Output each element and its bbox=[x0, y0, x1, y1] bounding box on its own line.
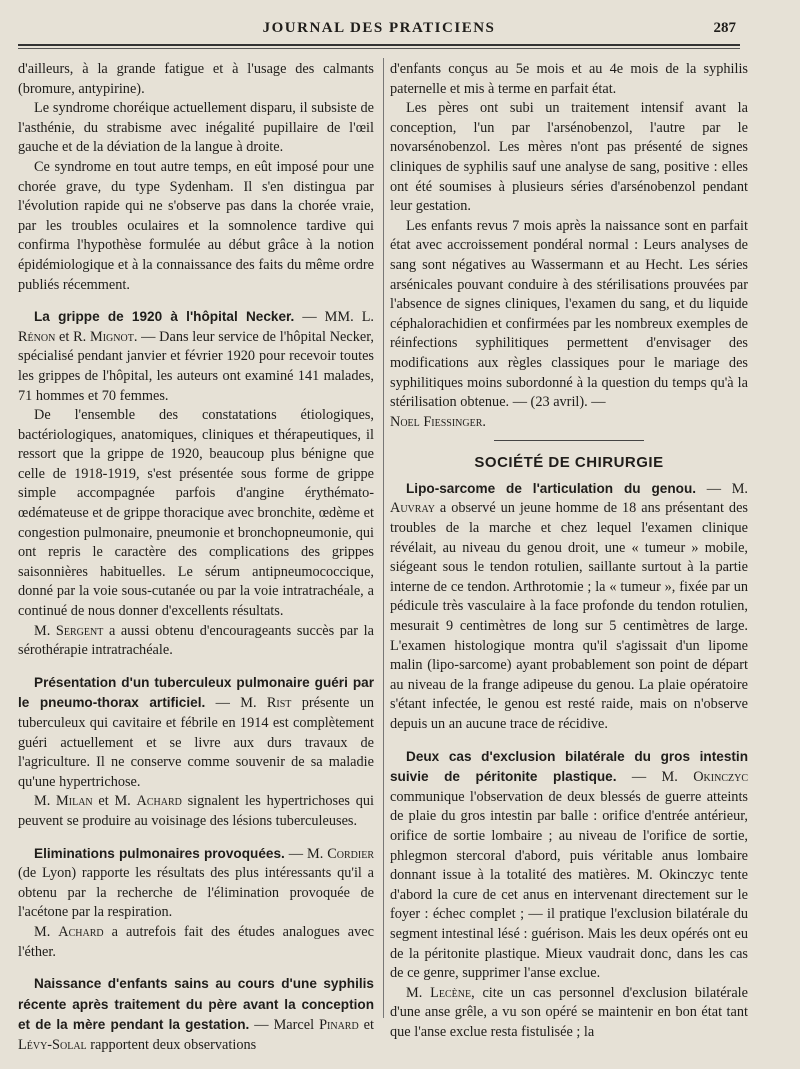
article-naissance: Naissance d'enfants sains au cours d'une syphilis récente après traitement du père avant la conception et de la mère pendant la gestation. — Marcel Pinard et Lévy-Solal rapportent deux observations bbox=[18, 976, 374, 1053]
page-header bbox=[18, 20, 740, 44]
paragraph: Ce syndrome en tout autre temps, en eût imposé pour une chorée grave, du type Sydenham. Il s'en distingua par l'évolution rapide qui ne s'observe pas dans la chorée vraie, par les troubles oculaires et la somnolence tardive qui confirma l'hypothèse formulée au début grâce à la notion épidémiologique et à la connaissance des faits du même ordre publiés récemment. bbox=[18, 158, 374, 293]
article-exclusion: Deux cas d'exclusion bilatérale du gros intestin suivie de péritonite plastique. — M. Okinczyc communique l'observation de deux blessés de guerre atteints de plaie du gros intestin par balle : orifice d'entrée antérieur, orifice de sortie lombaire ; au niveau de l'orifice de sortie, phlegmon stercoral d'abord, puis véritable anus lombaire donnant issue à la totalité des matières. M. Okinczyc tente d'abord la cure de cet anus en intervenant directement sur le foyer : échec complet ; — il pratique l'exclusion bilatérale du segment intestinal lésé : guérison. Mais les deux opérés ont eu de la péritonite plastique. Mieux vaudrait donc, dans les cas de ce genre, supprimer l'anse exclue. bbox=[390, 748, 749, 982]
article-pneumothorax: Présentation d'un tuberculeux pulmonaire guéri par le pneumo-thorax artificiel. — M. Rist présente un tuberculeux qui cavitaire et fébrile en 1914 est complètement guéri actuellement et se livre aux durs travaux de l'agriculture. Il ne conserve comme souvenir de sa maladie qu'une hypertrichose. bbox=[18, 674, 375, 790]
author-name: Rénon bbox=[18, 328, 56, 345]
author-name: Mignot bbox=[89, 328, 134, 345]
author-name: Cordier bbox=[327, 845, 374, 862]
article-title: Lipo-sarcome de l'articulation du genou. bbox=[406, 480, 697, 496]
author-name: Lecène bbox=[430, 984, 472, 1001]
paragraph: De l'ensemble des constatations étiologiques, bactériologiques, anatomiques, cliniques et thérapeutiques, il ressort que la grippe de 1920, beaucoup plus bénigne que celle de 1918-1919, s'est présentée sous forme de grippe simple accompagnée parfois d'angine érythémato-œdémateuse et de grippe thoracique avec bronchite, œdème et congestion pulmonaire, pneumonie et bronchopneumonie, qui ont repris le caractère des complications des grippes saisonnières habituelles. Le sérum antipneumococcique, donné par la voie sous-cutanée ou par la voie intratrachéale, a continué de nous donner d'excellents résultats. bbox=[18, 407, 374, 620]
paragraph: M. Milan et M. Achard signalent les hypertrichoses qui peuvent se produire au voisinage des lésions tuberculeuses. bbox=[18, 793, 374, 829]
author-name: Okinczyc bbox=[693, 769, 749, 786]
article-title: Eliminations pulmonaires provoquées. bbox=[34, 845, 285, 861]
paragraph: Les enfants revus 7 mois après la naissance sont en parfait état avec accroissement pondéral normal : Leurs analyses de sang sont négatives au Wassermann et au Hecht. Les séries arsénicales pouvant conduire à des stérilisations prouvées par l'absence de signes cliniques, l'examen du sang, et du liquide céphalorachidien et confirmées par les nombreux exemples de réinfections syphilitiques permettent d'envisager des modifications aux règles classiques pour le mariage des syphilitiques moins subordonné à la question du temps qu'à la stérilisation obtenue. — (23 avril). — bbox=[390, 217, 748, 411]
author-name: Achard bbox=[58, 923, 104, 940]
paragraph: d'ailleurs, à la grande fatigue et à l'usage des calmants (bromure, antypirine). bbox=[18, 61, 374, 97]
article-title: Naissance d'enfants sains au cours d'une syphilis récente après traitement du père avant la conception et de la mère pendant la gestation. bbox=[18, 976, 374, 1033]
article-title: Deux cas d'exclusion bilatérale du gros intestin suivie de péritonite plastique. bbox=[390, 748, 748, 785]
section-rule bbox=[494, 440, 644, 441]
author-name: Rist bbox=[266, 695, 292, 712]
right-column bbox=[390, 60, 748, 1043]
author-name: Lévy-Solal bbox=[18, 1036, 87, 1053]
running-title: JOURNAL DES PRATICIENS bbox=[262, 20, 496, 36]
paragraph: M. Lecène, cite un cas personnel d'exclusion bilatérale d'une anse grêle, a vu son opéré se maintenir en bon état tant que l'anse exclue resta fistulisée ; la bbox=[390, 984, 748, 1040]
author-name: Pinard bbox=[319, 1017, 359, 1034]
author-name: Sergent bbox=[55, 622, 104, 639]
column-divider bbox=[383, 58, 384, 1018]
section-heading: SOCIÉTÉ DE CHIRURGIE bbox=[474, 454, 664, 472]
page-number: 287 bbox=[713, 20, 736, 36]
paragraph: Les pères ont subi un traitement intensif avant la conception, l'un par l'arsénobenzol, l'autre par le novarsénobenzol. Les mères n'ont pas présenté de signes cliniques de syphilis sauf une analyse de sang, positive : elles ont été soumises à plusieurs séries d'arsénobenzol pendant leur gestation. bbox=[390, 100, 748, 215]
paragraph: M. Sergent a aussi obtenu d'encourageants succès par la sérothérapie intratrachéale. bbox=[18, 622, 374, 659]
article-eliminations: Eliminations pulmonaires provoquées. — M. Cordier (de Lyon) rapporte les résultats des plus intéressants qu'il a obtenu par la recherche de l'élimination provoquée de l'acétone par la respiration. bbox=[18, 845, 374, 921]
article-grippe: La grippe de 1920 à l'hôpital Necker. — MM. L. Rénon et R. Mignot. — Dans leur service de l'hôpital Necker, spécialisé pendant janvier et février 1920 pour recevoir toutes les grippes de l'hôpital, les auteurs ont examiné 141 malades, 71 hommes et 70 femmes. bbox=[18, 309, 375, 404]
article-liposarcome: Lipo-sarcome de l'articulation du genou. — M. Auvray a observé un jeune homme de 18 ans présentant des troubles de la marche et chez lequel l'examen clinique révélait, au niveau du genou droit, une « tumeur » mobile, siégeant sous le tendon rotulien, saillante surtout à la partie interne de ce tendon. Arthrotomie ; la « tumeur », fixée par un pédicule très vasculaire à la face profonde du tendon rotulien, mesurait 9 centimètres de long sur 5 centimètres de large. L'examen histologique montra qu'il s'agissait d'un lipome malin (lipo-sarcome) ayant probablement son point de départ au niveau de la frange adipeuse du genou. La plaie opératoire s'étant infectée, le genou est resté raide, mais on n'observe depuis un an aucune trace de récidive. bbox=[390, 480, 749, 732]
article-title: La grippe de 1920 à l'hôpital Necker. bbox=[34, 309, 295, 325]
article-title: Présentation d'un tuberculeux pulmonaire guéri par le pneumo-thorax artificiel. bbox=[18, 674, 374, 711]
author-name: Achard bbox=[136, 793, 182, 810]
header-rule bbox=[18, 44, 740, 49]
paragraph: d'enfants conçus au 5e mois et au 4e mois de la syphilis paternelle et mis à terme en parfait état. bbox=[390, 61, 748, 97]
signature: Noel Fiessinger. bbox=[390, 413, 486, 430]
paragraph: Le syndrome choréique actuellement disparu, il subsiste de l'asthénie, du strabisme avec inégalité pupillaire de l'œil gauche et de la déviation de la langue à droite. bbox=[18, 100, 374, 156]
left-column bbox=[18, 60, 374, 1056]
paragraph: M. Achard a autrefois fait des études analogues avec l'éther. bbox=[18, 923, 374, 960]
author-name: Milan bbox=[56, 793, 93, 810]
author-name: Auvray bbox=[390, 500, 435, 517]
